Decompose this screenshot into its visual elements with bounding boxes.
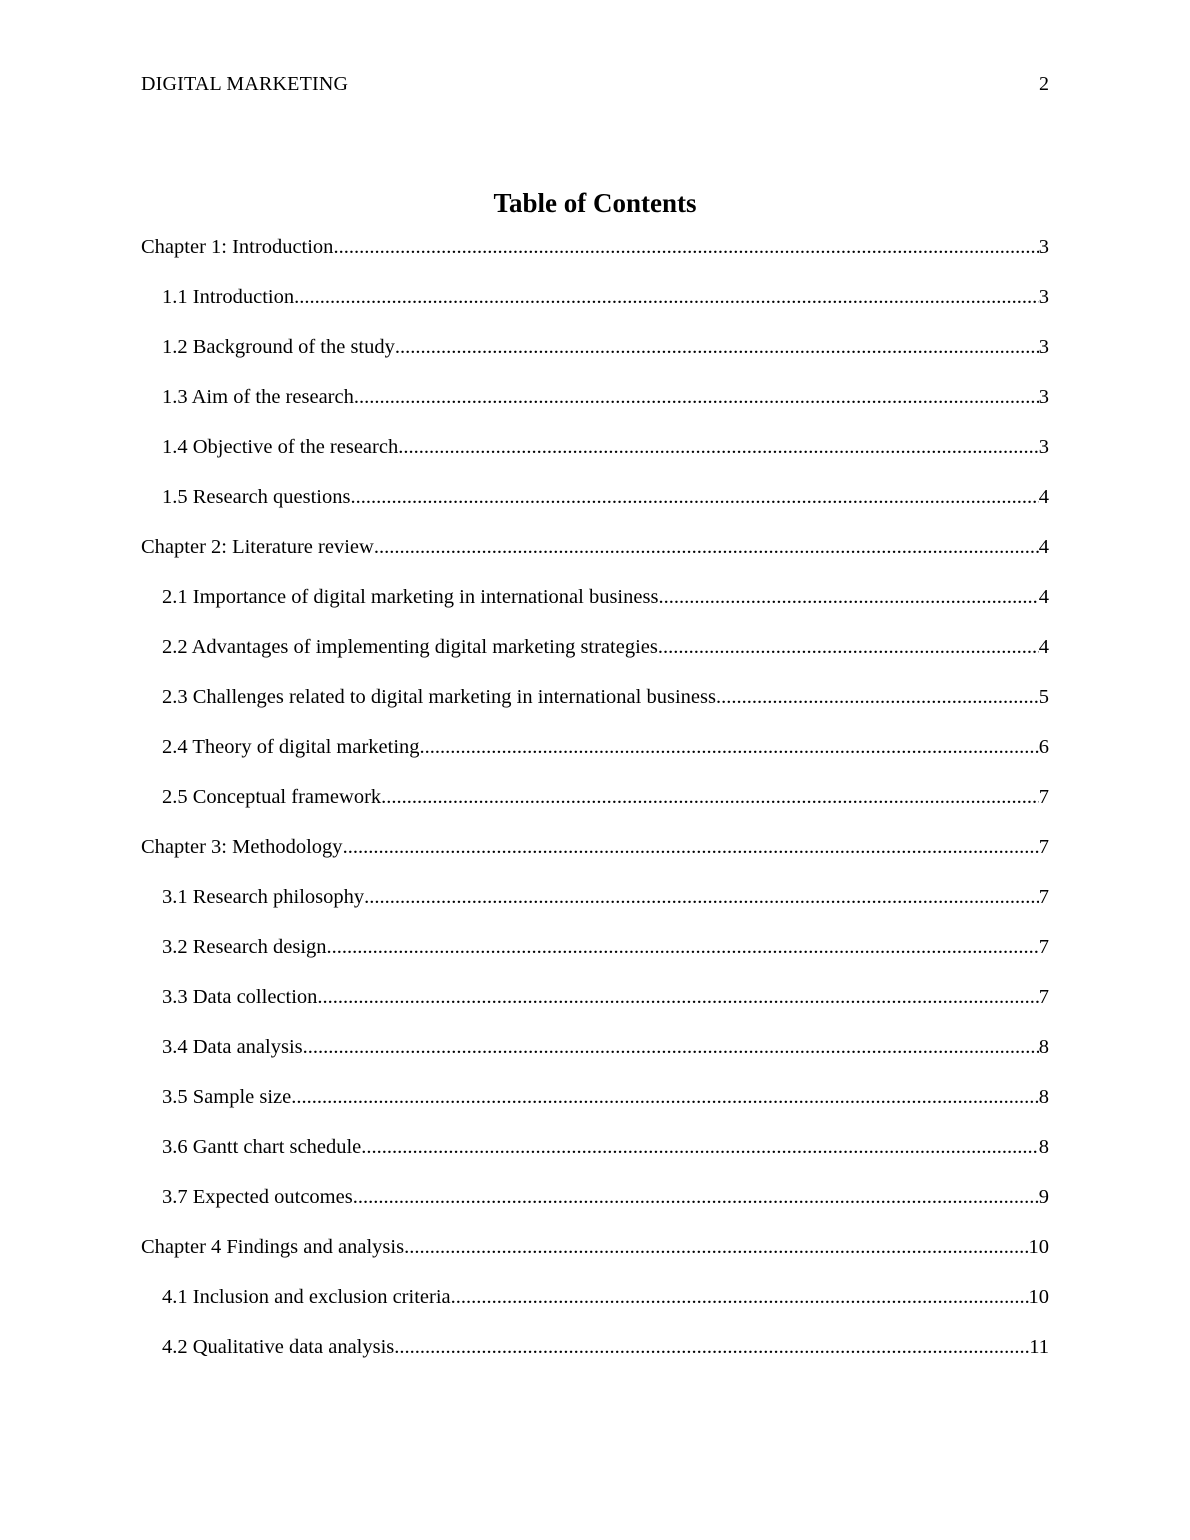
toc-dot-leader xyxy=(420,732,1039,762)
toc-dot-leader xyxy=(716,682,1039,712)
toc-entry-label: 1.5 Research questions xyxy=(162,486,351,508)
toc-dot-leader xyxy=(317,982,1038,1012)
toc-entry-page: 3 xyxy=(1038,436,1049,458)
toc-entry-label: 3.7 Expected outcomes xyxy=(162,1186,353,1208)
toc-section-entry[interactable] xyxy=(141,732,1049,782)
toc-entry-label: 1.2 Background of the study xyxy=(162,336,395,358)
toc-entry-label: 2.5 Conceptual framework xyxy=(162,786,382,808)
toc-entry-page: 7 xyxy=(1038,836,1049,858)
running-header xyxy=(141,71,1049,97)
toc-section-entry[interactable] xyxy=(141,432,1049,482)
toc-section-entry[interactable] xyxy=(141,932,1049,982)
toc-dot-leader xyxy=(374,532,1039,562)
toc-dot-leader xyxy=(451,1282,1029,1312)
toc-section-entry[interactable] xyxy=(141,682,1049,732)
toc-entry-label: 3.1 Research philosophy xyxy=(162,886,365,908)
toc-chapter-entry[interactable] xyxy=(141,532,1049,582)
toc-entry-label: 1.3 Aim of the research xyxy=(162,386,354,408)
toc-section-entry[interactable] xyxy=(141,1332,1049,1382)
toc-entry-page: 7 xyxy=(1038,886,1049,908)
toc-entry-page: 8 xyxy=(1038,1036,1049,1058)
toc-entry-label: Chapter 3: Methodology xyxy=(141,836,343,858)
toc-section-entry[interactable] xyxy=(141,482,1049,532)
toc-entry-label: 4.2 Qualitative data analysis xyxy=(162,1336,395,1358)
toc-dot-leader xyxy=(333,232,1038,262)
toc-entry-page: 4 xyxy=(1038,536,1049,558)
toc-entry-page: 9 xyxy=(1038,1186,1049,1208)
toc-dot-leader xyxy=(658,582,1038,612)
toc-entry-page: 3 xyxy=(1038,386,1049,408)
toc-section-entry[interactable] xyxy=(141,982,1049,1032)
toc-section-entry[interactable] xyxy=(141,382,1049,432)
toc-entry-page: 7 xyxy=(1038,986,1049,1008)
toc-entry-label: 3.6 Gantt chart schedule xyxy=(162,1136,362,1158)
toc-dot-leader xyxy=(394,1332,1029,1362)
toc-section-entry[interactable] xyxy=(141,882,1049,932)
toc-dot-leader xyxy=(303,1032,1039,1062)
toc-entry-page: 10 xyxy=(1028,1286,1049,1308)
toc-entry-label: Chapter 4 Findings and analysis xyxy=(141,1236,405,1258)
toc-dot-leader xyxy=(364,882,1039,912)
toc-section-entry[interactable] xyxy=(141,1182,1049,1232)
toc-section-entry[interactable] xyxy=(141,782,1049,832)
toc-entry-page: 4 xyxy=(1038,636,1049,658)
toc-entry-page: 3 xyxy=(1038,236,1049,258)
toc-entry-label: 2.1 Importance of digital marketing in international business xyxy=(162,586,659,608)
toc-dot-leader xyxy=(381,782,1039,812)
toc-chapter-entry[interactable] xyxy=(141,1232,1049,1282)
toc-entry-page: 4 xyxy=(1038,586,1049,608)
toc-entry-page: 3 xyxy=(1038,286,1049,308)
toc-entry-label: 1.1 Introduction xyxy=(162,286,295,308)
toc-section-entry[interactable] xyxy=(141,632,1049,682)
toc-entry-page: 5 xyxy=(1038,686,1049,708)
toc-dot-leader xyxy=(395,332,1039,362)
toc-section-entry[interactable] xyxy=(141,1132,1049,1182)
toc-dot-leader xyxy=(361,1132,1039,1162)
toc-section-entry[interactable] xyxy=(141,332,1049,382)
toc-entry-page: 4 xyxy=(1038,486,1049,508)
toc-entry-page: 7 xyxy=(1038,786,1049,808)
toc-dot-leader xyxy=(353,1182,1039,1212)
toc-section-entry[interactable] xyxy=(141,582,1049,632)
toc-dot-leader xyxy=(343,832,1039,862)
toc-dot-leader xyxy=(658,632,1039,662)
toc-entry-page: 8 xyxy=(1038,1136,1049,1158)
toc-entry-label: 2.2 Advantages of implementing digital marketing strategies xyxy=(162,636,658,658)
toc-dot-leader xyxy=(398,432,1039,462)
toc-entry-label: Chapter 1: Introduction xyxy=(141,236,334,258)
toc-dot-leader xyxy=(291,1082,1039,1112)
toc-dot-leader xyxy=(350,482,1038,512)
toc-dot-leader xyxy=(294,282,1039,312)
toc-entry-label: Chapter 2: Literature review xyxy=(141,536,374,558)
toc-entry-page: 7 xyxy=(1038,936,1049,958)
toc-chapter-entry[interactable] xyxy=(141,232,1049,282)
toc-section-entry[interactable] xyxy=(141,1282,1049,1332)
toc-section-entry[interactable] xyxy=(141,282,1049,332)
toc-entry-page: 8 xyxy=(1038,1086,1049,1108)
toc-dot-leader xyxy=(354,382,1039,412)
toc-entry-label: 3.3 Data collection xyxy=(162,986,318,1008)
toc-title: Table of Contents xyxy=(493,188,697,218)
toc-chapter-entry[interactable] xyxy=(141,832,1049,882)
toc-entry-label: 4.1 Inclusion and exclusion criteria xyxy=(162,1286,451,1308)
toc-entry-label: 2.3 Challenges related to digital marketing in international business xyxy=(162,686,716,708)
toc-entry-page: 6 xyxy=(1038,736,1049,758)
header-page-number: 2 xyxy=(1039,73,1049,95)
toc-entry-label: 3.2 Research design xyxy=(162,936,327,958)
toc-entry-label: 3.4 Data analysis xyxy=(162,1036,303,1058)
header-title: DIGITAL MARKETING xyxy=(141,73,349,95)
toc-dot-leader xyxy=(404,1232,1028,1262)
toc-entry-label: 3.5 Sample size xyxy=(162,1086,292,1108)
toc-entry-page: 3 xyxy=(1038,336,1049,358)
toc-list xyxy=(141,232,1049,1382)
toc-dot-leader xyxy=(327,932,1039,962)
toc-entry-page: 10 xyxy=(1028,1236,1049,1258)
toc-section-entry[interactable] xyxy=(141,1032,1049,1082)
toc-entry-page: 11 xyxy=(1029,1336,1049,1358)
toc-section-entry[interactable] xyxy=(141,1082,1049,1132)
toc-entry-label: 1.4 Objective of the research xyxy=(162,436,399,458)
toc-entry-label: 2.4 Theory of digital marketing xyxy=(162,736,420,758)
